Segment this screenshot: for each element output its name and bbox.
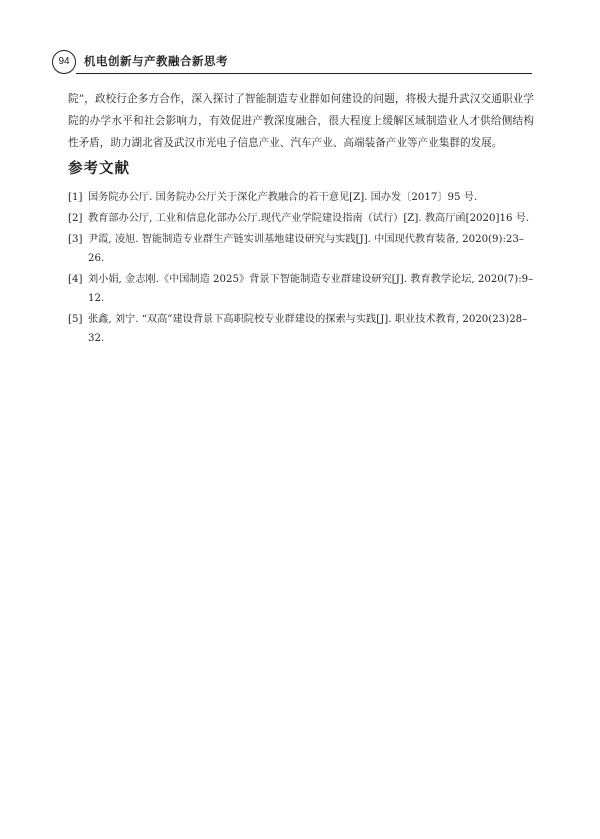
reference-text: 教育部办公厅, 工业和信息化部办公厅.现代产业学院建设指南（试行）[Z]. 教高厅函[2020]16 号. [88, 213, 530, 224]
reference-number: [3] [68, 234, 83, 245]
reference-item [68, 310, 538, 348]
page-header [52, 50, 532, 76]
reference-text: 尹霞, 凌旭. 智能制造专业群生产链实训基地建设研究与实践[J]. 中国现代教育装备, 2020(9):23–26. [88, 234, 524, 264]
header-rule [76, 73, 532, 74]
reference-item [68, 188, 538, 207]
reference-text: 刘小娟, 金志刚.《中国制造 2025》背景下智能制造专业群建设研究[J]. 教育教学论坛, 2020(7):9–12. [88, 274, 534, 304]
reference-number: [4] [68, 274, 83, 285]
page-number: 94 [52, 50, 76, 74]
reference-text: 国务院办公厅. 国务院办公厅关于深化产教融合的若干意见[Z]. 国办发〔2017〕95 号. [88, 192, 478, 203]
body-paragraph: 院”，政校行企多方合作，深入探讨了智能制造专业群如何建设的问题，将极大提升武汉交通职业学院的办学水平和社会影响力，有效促进产教深度融合，很大程度上缓解区域制造业人才供给侧结构性矛盾，助力湖北省及武汉市光电子信息产业、汽车产业、高端装备产业等产业集群的发展。 [68, 93, 534, 149]
running-title: 机电创新与产教融合新思考 [84, 54, 228, 68]
reference-item [68, 270, 538, 308]
reference-list [68, 188, 538, 350]
reference-number: [5] [68, 314, 83, 325]
reference-item [68, 209, 538, 228]
reference-text: 张鑫, 刘宁. “双高”建设背景下高职院校专业群建设的探索与实践[J]. 职业技术教育, 2020(23)28–32. [88, 314, 528, 344]
reference-number: [1] [68, 192, 83, 203]
reference-item [68, 230, 538, 268]
references-heading: 参考文献 [68, 161, 130, 177]
reference-number: [2] [68, 213, 83, 224]
